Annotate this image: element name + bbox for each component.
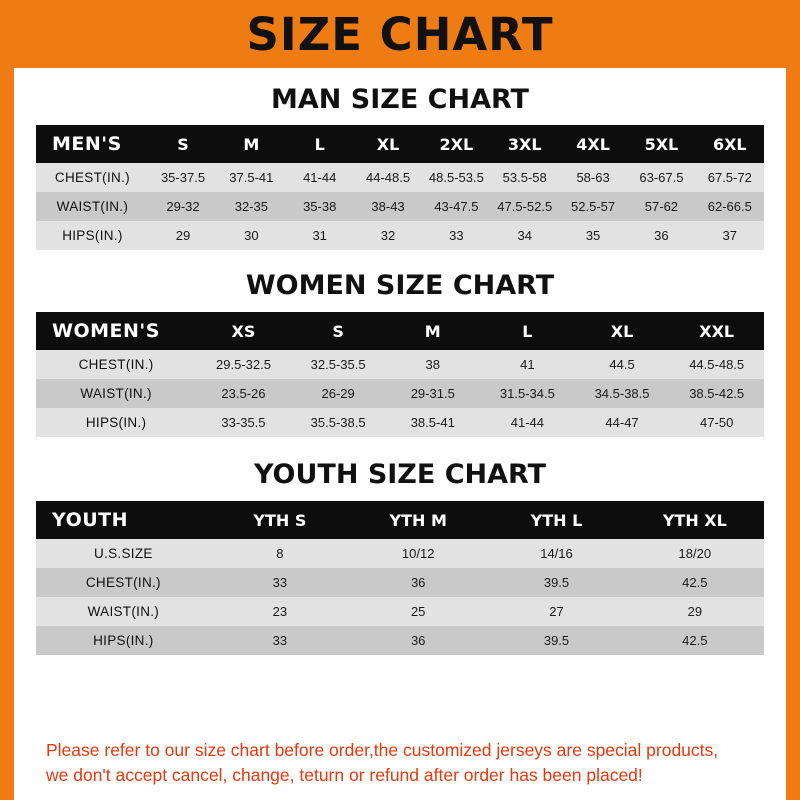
table-row: [36, 408, 764, 437]
table-cell: 26-29: [291, 379, 386, 408]
table-cell: 33: [422, 221, 490, 250]
table-cell: 43-47.5: [422, 192, 490, 221]
table-cell: 58-63: [559, 163, 627, 192]
column-header: S: [291, 312, 386, 350]
column-header: 4XL: [559, 125, 627, 163]
table-row: [36, 379, 764, 408]
table-cell: 36: [627, 221, 695, 250]
chart-content: [14, 84, 786, 655]
table-cell: 36: [349, 568, 487, 597]
table-header-row: [36, 312, 764, 350]
row-header: CHEST(IN.): [36, 350, 196, 379]
column-header: M: [385, 312, 480, 350]
page-banner: [0, 0, 800, 68]
row-header: CHEST(IN.): [36, 163, 149, 192]
row-header: CHEST(IN.): [36, 568, 211, 597]
table-cell: 31: [286, 221, 354, 250]
table-cell: 25: [349, 597, 487, 626]
footer-note-line-1: Please refer to our size chart before order,the customized jerseys are special products,: [46, 740, 719, 761]
table-cell: 31.5-34.5: [480, 379, 575, 408]
column-header: WOMEN'S: [36, 312, 196, 350]
column-header: 5XL: [627, 125, 695, 163]
row-header: WAIST(IN.): [36, 192, 149, 221]
table-cell: 33-35.5: [196, 408, 291, 437]
column-header: S: [149, 125, 217, 163]
table-cell: 29-32: [149, 192, 217, 221]
column-header: XS: [196, 312, 291, 350]
table-cell: 35: [559, 221, 627, 250]
women-size-table: [36, 312, 764, 437]
table-cell: 32: [354, 221, 422, 250]
table-cell: 47-50: [669, 408, 764, 437]
table-cell: 39.5: [487, 568, 625, 597]
table-cell: 29.5-32.5: [196, 350, 291, 379]
table-row: [36, 597, 764, 626]
column-header: 3XL: [491, 125, 559, 163]
table-cell: 23.5-26: [196, 379, 291, 408]
table-cell: 30: [217, 221, 285, 250]
table-cell: 42.5: [626, 568, 764, 597]
table-cell: 34.5-38.5: [575, 379, 670, 408]
table-cell: 38-43: [354, 192, 422, 221]
column-header: YTH S: [211, 501, 349, 539]
table-cell: 44-47: [575, 408, 670, 437]
table-cell: 29: [626, 597, 764, 626]
row-header: HIPS(IN.): [36, 221, 149, 250]
man-section-title: MAN SIZE CHART: [271, 84, 529, 115]
table-cell: 47.5-52.5: [491, 192, 559, 221]
man-size-table: [36, 125, 764, 250]
table-cell: 44.5-48.5: [669, 350, 764, 379]
column-header: XL: [354, 125, 422, 163]
column-header: 2XL: [422, 125, 490, 163]
table-cell: 32-35: [217, 192, 285, 221]
table-row: [36, 350, 764, 379]
column-header: M: [217, 125, 285, 163]
table-cell: 42.5: [626, 626, 764, 655]
table-cell: 38: [385, 350, 480, 379]
table-cell: 38.5-41: [385, 408, 480, 437]
table-row: [36, 568, 764, 597]
row-header: HIPS(IN.): [36, 626, 211, 655]
table-cell: 23: [211, 597, 349, 626]
column-header: YOUTH: [36, 501, 211, 539]
table-cell: 8: [211, 539, 349, 568]
table-cell: 35-37.5: [149, 163, 217, 192]
column-header: XL: [575, 312, 670, 350]
youth-size-table: [36, 501, 764, 655]
table-cell: 34: [491, 221, 559, 250]
row-header: WAIST(IN.): [36, 597, 211, 626]
table-cell: 67.5-72: [696, 163, 764, 192]
footer-note-line-2: we don't accept cancel, change, teturn or refund after order has been placed!: [46, 765, 643, 786]
table-cell: 33: [211, 568, 349, 597]
table-row: [36, 626, 764, 655]
table-cell: 57-62: [627, 192, 695, 221]
table-header-row: [36, 125, 764, 163]
table-cell: 18/20: [626, 539, 764, 568]
table-header-row: [36, 501, 764, 539]
footer-note: [28, 738, 772, 788]
table-cell: 35.5-38.5: [291, 408, 386, 437]
table-cell: 52.5-57: [559, 192, 627, 221]
column-header: L: [286, 125, 354, 163]
table-cell: 41-44: [480, 408, 575, 437]
table-cell: 37: [696, 221, 764, 250]
row-header: WAIST(IN.): [36, 379, 196, 408]
column-header: MEN'S: [36, 125, 149, 163]
table-row: [36, 539, 764, 568]
youth-section-title: YOUTH SIZE CHART: [253, 459, 547, 490]
table-cell: 38.5-42.5: [669, 379, 764, 408]
table-row: [36, 163, 764, 192]
table-cell: 14/16: [487, 539, 625, 568]
table-cell: 44.5: [575, 350, 670, 379]
table-cell: 10/12: [349, 539, 487, 568]
table-cell: 32.5-35.5: [291, 350, 386, 379]
column-header: YTH M: [349, 501, 487, 539]
table-cell: 62-66.5: [696, 192, 764, 221]
row-header: HIPS(IN.): [36, 408, 196, 437]
column-header: L: [480, 312, 575, 350]
row-header: U.S.SIZE: [36, 539, 211, 568]
column-header: 6XL: [696, 125, 764, 163]
page-title: SIZE CHART: [246, 7, 554, 61]
table-cell: 35-38: [286, 192, 354, 221]
table-row: [36, 192, 764, 221]
table-cell: 29: [149, 221, 217, 250]
table-cell: 41-44: [286, 163, 354, 192]
table-cell: 41: [480, 350, 575, 379]
column-header: YTH L: [487, 501, 625, 539]
table-cell: 39.5: [487, 626, 625, 655]
table-cell: 63-67.5: [627, 163, 695, 192]
column-header: YTH XL: [626, 501, 764, 539]
table-cell: 29-31.5: [385, 379, 480, 408]
table-cell: 44-48.5: [354, 163, 422, 192]
table-cell: 53.5-58: [491, 163, 559, 192]
column-header: XXL: [669, 312, 764, 350]
table-cell: 33: [211, 626, 349, 655]
women-section-title: WOMEN SIZE CHART: [245, 270, 555, 301]
table-cell: 48.5-53.5: [422, 163, 490, 192]
table-cell: 27: [487, 597, 625, 626]
table-row: [36, 221, 764, 250]
table-cell: 37.5-41: [217, 163, 285, 192]
table-cell: 36: [349, 626, 487, 655]
